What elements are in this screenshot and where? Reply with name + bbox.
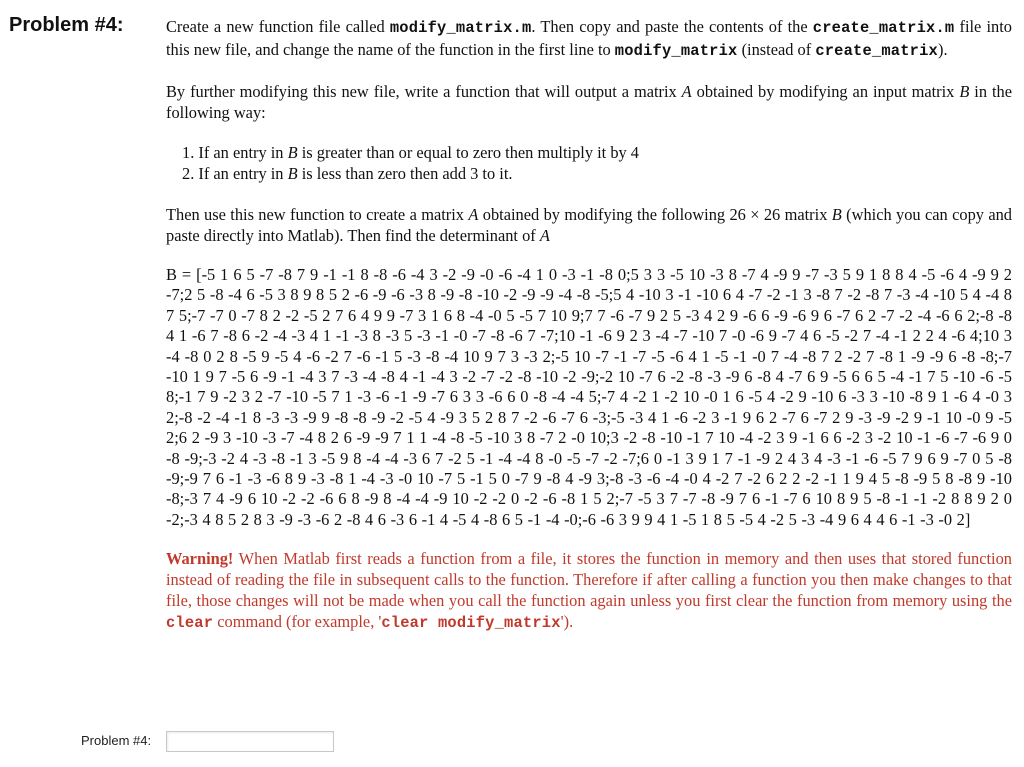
description-paragraph <box>166 81 1012 123</box>
intro-text: . Then copy and paste the contents of the <box>531 17 813 36</box>
rules-list <box>182 142 1012 184</box>
clear-example-code: clear modify_matrix <box>381 614 561 633</box>
math-variable: B <box>287 164 298 183</box>
rule-text: 1. If an entry in <box>182 143 288 162</box>
rule-item <box>182 163 1012 184</box>
rule-text: is greater than or equal to zero then multiply it by 4 <box>297 143 640 162</box>
math-variable: B <box>959 82 970 101</box>
problem-heading: Problem #4: <box>9 14 124 36</box>
rule-text: is less than zero then add 3 to it. <box>297 164 513 183</box>
function-name-code: create_matrix <box>815 42 938 60</box>
math-variable: A <box>539 226 550 245</box>
matrix-definition: B = [-5 1 6 5 -7 -8 7 9 -1 -1 8 -8 -6 -4 3 -2 -9 -0 -6 -4 1 0 -3 -1 -8 0;5 3 3 -5 10 -3 8 -7 4 -9 9 -7 -3 5 9 1 8 8 4 -5 -6 4 -9 9 2 -7;2 5 -8 -4 6 -5 3 8 9 8 5 2 -6 -9 -6 -3 8 -9 -8 -10 -2 -9 -9 -4 -8 -5;5 4 -10 3 -1 -10 6 4 -7 -2 -1 3 -8 7 -2 -8 7 -3 -4 -10 5 4 -4 8 7 5;-7 -7 0 -7 8 2 -2 -5 2 7 6 4 9 9 -7 3 1 6 8 -4 -0 5 -5 7 10 9;7 7 -6 -7 9 2 5 -3 4 2 9 -6 6 -9 -6 9 6 -7 6 2 -7 -2 -4 -6 6 2;-8 -8 4 1 -6 7 -8 6 -2 -4 -3 4 1 -1 -3 8 -3 5 -3 -1 -0 -7 -8 -6 7 -7;10 -1 -6 9 2 3 -4 -7 -10 7 -0 -6 9 -7 4 6 -5 -2 7 -4 -1 2 2 4 -6 4;10 3 -4 -8 0 2 8 -5 9 -5 4 -6 -2 7 -6 -1 5 -3 -8 -4 10 9 7 3 -3 2;-5 10 -7 -1 -7 -5 -6 4 1 -5 -1 -0 7 -4 -8 7 2 -2 7 -8 1 -9 -9 6 -8 -8;-7 -10 1 9 7 -5 6 -9 -1 -4 3 7 -3 -4 -8 4 -1 -4 3 -2 -7 -2 -8 -10 -2 -9;-2 10 -7 6 -2 -8 -3 -9 6 -8 4 -7 6 9 -5 6 6 5 -4 -1 7 5 -10 -6 -5 8;-1 7 9 -2 3 2 -7 -10 -5 7 1 -3 -6 -1 -9 -7 6 3 3 -6 6 0 -8 -4 -4 5;-7 4 -2 1 -2 10 -0 1 6 -5 4 -2 9 -10 6 -3 3 -10 -8 9 1 -6 4 -0 3 2;-8 -2 -4 -1 8 -3 -3 -9 9 -8 -8 -9 -2 -5 4 -9 3 5 2 8 7 -2 -6 -7 6 -3;-5 -3 4 1 -6 -2 3 -1 9 6 2 -7 6 -7 2 9 -3 -9 -2 9 -1 10 -0 9 -5 2;6 2 -9 3 -10 -3 -7 -4 8 2 6 -9 -9 7 1 1 -4 -8 -5 -10 3 8 -7 2 -0 10;3 -2 -8 -10 -1 7 10 -4 -2 3 9 -1 6 6 -2 3 -2 10 -1 -6 -7 -6 9 0 -8 -9;-3 -2 4 -3 -8 -1 3 -5 9 8 -4 -4 -3 6 7 -2 5 -1 -4 -4 8 -0 -5 -7 -2 -7;6 0 -1 3 9 1 7 -1 -9 2 4 3 4 -3 -1 -6 -5 7 9 6 9 -7 0 5 -8 -9;-9 7 6 -1 -3 -6 8 9 -3 -8 1 -4 -3 -0 10 -7 5 -1 5 0 -7 9 -8 4 -9 3;-8 -3 -6 -4 -0 4 -2 7 -2 6 2 2 -2 -1 1 9 4 5 -8 -9 5 8 -8 9 -10 -8;-3 7 4 -9 6 10 -2 -2 -6 6 8 -9 8 -4 -4 -9 10 -2 -2 0 -2 -6 -8 1 5 2;-7 -5 3 7 -7 -8 -9 7 6 -1 -7 6 10 8 9 5 -8 -1 -1 -2 8 8 9 2 0 -2;-3 4 8 5 2 8 3 -9 -3 -6 2 -8 4 6 -3 6 -1 4 -5 4 -8 6 5 -1 -4 -0;-6 -6 3 9 9 4 1 -5 1 8 5 -5 4 -2 5 -3 -4 9 6 4 4 6 -1 -3 -0 2] <box>166 265 1012 529</box>
intro-text: Create a new function file called <box>166 17 390 36</box>
rule-text: 2. If an entry in <box>182 164 288 183</box>
filename-code: create_matrix.m <box>812 19 955 37</box>
warning-text: command (for example, ' <box>213 612 382 632</box>
filename-code: modify_matrix.m <box>389 19 532 37</box>
intro-paragraph <box>166 16 1012 62</box>
warning-text: '). <box>560 612 574 632</box>
task-text: (which you can copy and paste directly into Matlab). Then find the determinant of <box>166 205 1012 245</box>
desc-text: obtained by modifying an input matrix <box>691 82 960 101</box>
answer-label: Problem #4: <box>81 733 152 748</box>
warning-text: When Matlab first reads a function from a file, it stores the function in memory and then uses that stored function instead of reading the file in subsequent calls to the function. Therefore if after calling a function you then make changes to that file, those changes will not be made when you call the function again unless you first clear the function from memory using the <box>166 549 1012 611</box>
task-text: Then use this new function to create a matrix <box>166 205 469 224</box>
function-name-code: modify_matrix <box>614 42 738 60</box>
warning-paragraph <box>166 548 1012 634</box>
task-text: obtained by modifying the following 26 × 26 matrix <box>478 205 832 224</box>
intro-text: ). <box>937 40 948 59</box>
math-variable: A <box>681 82 692 101</box>
intro-text: file into this new file, and change the name of the function in the first line to <box>166 17 1012 59</box>
warning-label: Warning! <box>166 549 234 569</box>
math-variable: A <box>468 205 479 224</box>
clear-command-code: clear <box>166 614 214 633</box>
rule-item <box>182 142 1012 163</box>
math-variable: B <box>831 205 842 224</box>
problem-content <box>166 16 1012 634</box>
desc-text: in the following way: <box>166 82 1012 122</box>
desc-text: By further modifying this new file, write a function that will output a matrix <box>166 82 682 101</box>
math-variable: B <box>287 143 298 162</box>
task-paragraph <box>166 204 1012 246</box>
intro-text: (instead of <box>737 40 816 59</box>
answer-input[interactable] <box>166 731 334 752</box>
